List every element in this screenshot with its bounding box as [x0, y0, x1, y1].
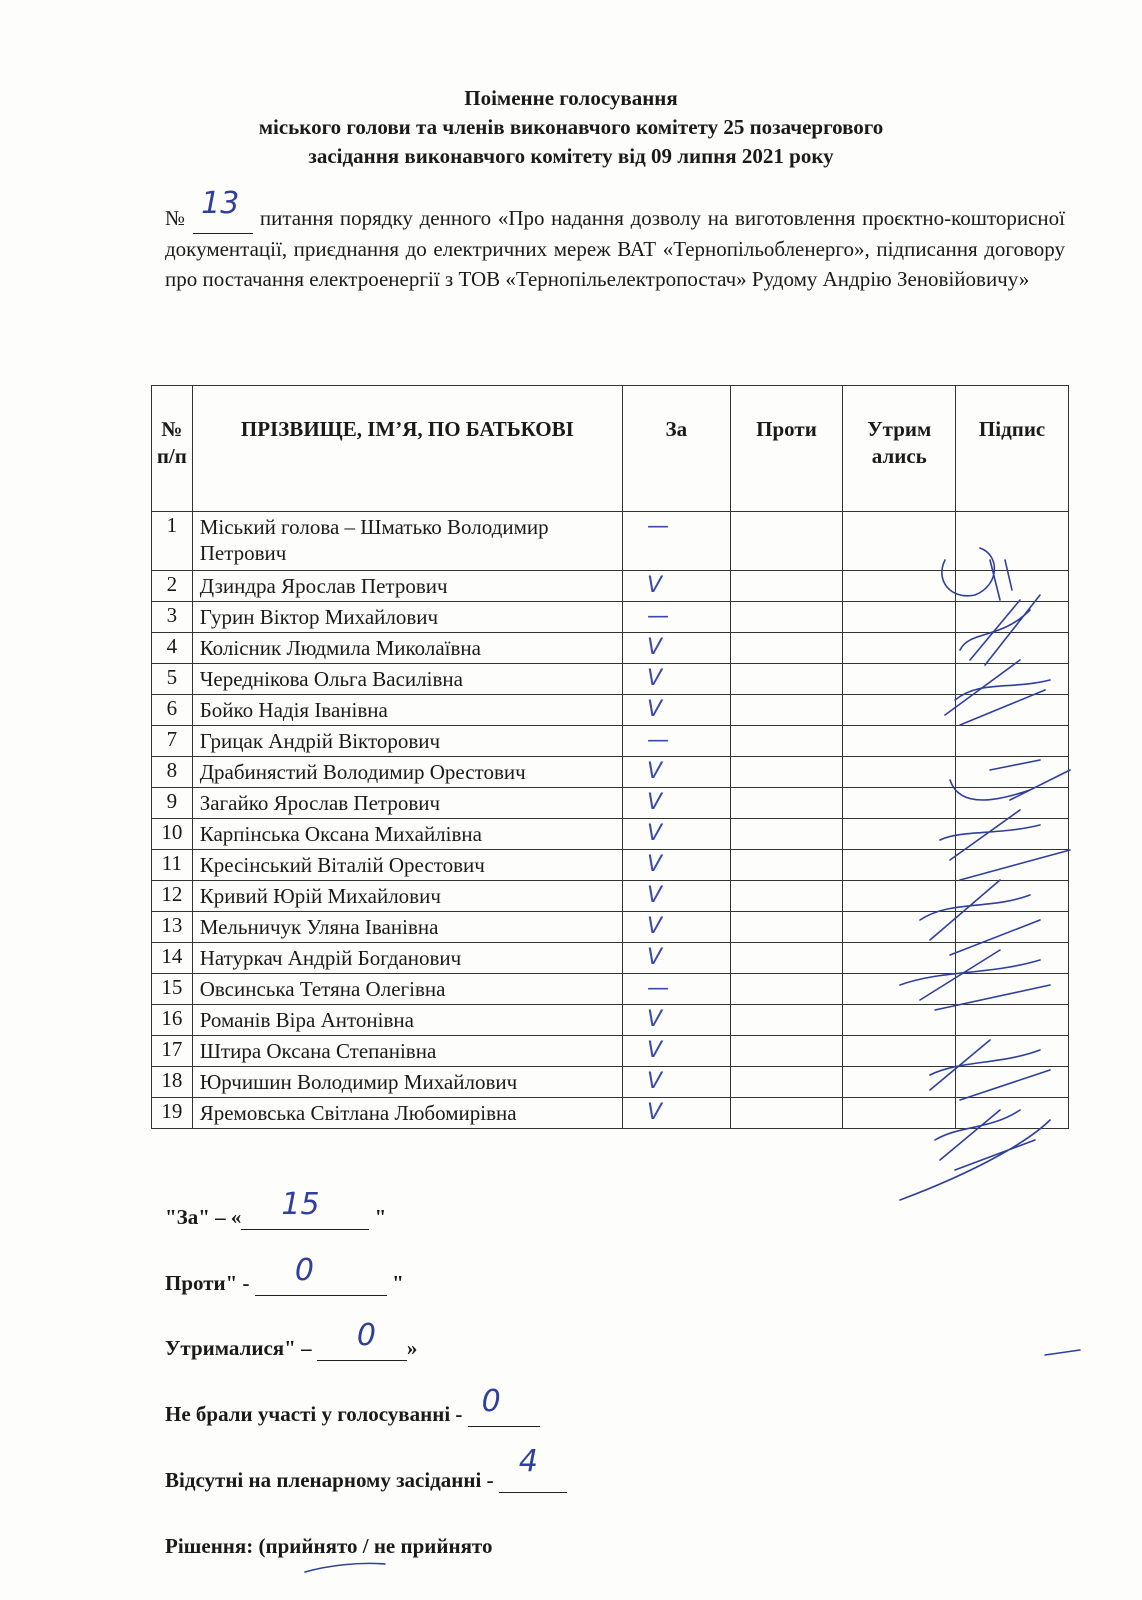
signature-6: [920, 880, 1040, 955]
member-name: Яремовська Світлана Любомирівна: [192, 1098, 622, 1129]
title-line-3: засідання виконавчого комітету від 09 липня 2021 року: [308, 144, 834, 168]
vote-for-mark: V: [623, 757, 731, 788]
vote-for-mark: V: [623, 633, 731, 664]
signature-9: [900, 1110, 1050, 1200]
member-name: Череднікова Ольга Василівна: [192, 664, 622, 695]
row-number: 1: [152, 512, 193, 571]
vote-for-mark: —: [623, 512, 731, 571]
member-name: Дзиндра Ярослав Петрович: [192, 571, 622, 602]
row-number: 2: [152, 571, 193, 602]
row-number: 14: [152, 943, 193, 974]
total-abstained-end: »: [406, 1336, 418, 1360]
row-number: 3: [152, 602, 193, 633]
member-name: Овсинська Тетяна Олегівна: [192, 974, 622, 1005]
row-number: 18: [152, 1067, 193, 1098]
vote-for-mark: V: [623, 943, 731, 974]
title-line-1: Поіменне голосування: [464, 86, 678, 110]
vote-for-mark: V: [623, 1067, 731, 1098]
total-for-end: ": [369, 1205, 387, 1229]
vote-for-mark: V: [623, 912, 731, 943]
total-for-value: 15: [281, 1187, 320, 1222]
col-signature-header: Підпис: [956, 386, 1069, 512]
row-number: 11: [152, 850, 193, 881]
vote-for-mark: —: [623, 974, 731, 1005]
col-abstain-header: Утрим ались: [843, 386, 956, 512]
col-number-header: № п/п: [152, 386, 193, 512]
member-name: Романів Віра Антонівна: [192, 1005, 622, 1036]
member-name: Міський голова – Шматько Володимир Петрович: [192, 512, 622, 571]
row-number: 15: [152, 974, 193, 1005]
member-name: Бойко Надія Іванівна: [192, 695, 622, 726]
row-number: 6: [152, 695, 193, 726]
question-text: питання порядку денного «Про надання дозволу на виготовлення проєктно-кошторисної документації, приєднання до електричних мереж ВАТ «Тернопільобленерго», підписання договору про постачання електроенергії з ТОВ «Тернопільелектропостач» Рудому Андрію Зеновійовичу»: [165, 206, 1065, 291]
row-number: 16: [152, 1005, 193, 1036]
signature-2: [960, 595, 1040, 665]
row-number: 19: [152, 1098, 193, 1129]
total-abstained-label: Утрималися" –: [165, 1336, 317, 1360]
signature-1: [942, 548, 1012, 600]
member-name: Карпінська Оксана Михайлівна: [192, 819, 622, 850]
total-abstained-value: 0: [356, 1318, 376, 1353]
total-against-end: ": [386, 1271, 404, 1295]
vote-for-mark: —: [623, 726, 731, 757]
row-number: 12: [152, 881, 193, 912]
member-name: Драбинястий Володимир Орестович: [192, 757, 622, 788]
total-for-label: "За" – «: [165, 1205, 242, 1229]
title-line-2: міського голови та членів виконавчого комітету 25 позачергового: [258, 115, 884, 139]
signature-4: [950, 760, 1070, 800]
row-number: 8: [152, 757, 193, 788]
member-name: Загайко Ярослав Петрович: [192, 788, 622, 819]
member-name: Колісник Людмила Миколаївна: [192, 633, 622, 664]
row-number: 10: [152, 819, 193, 850]
col-against-header: Проти: [730, 386, 843, 512]
total-against-label: Проти" -: [165, 1271, 255, 1295]
member-name: Кресінський Віталій Орестович: [192, 850, 622, 881]
row-number: 13: [152, 912, 193, 943]
row-number: 17: [152, 1036, 193, 1067]
vote-for-mark: V: [623, 571, 731, 602]
vote-for-mark: V: [623, 881, 731, 912]
handwritten-question-number: 13: [201, 186, 240, 221]
vote-for-mark: V: [623, 664, 731, 695]
row-number: 4: [152, 633, 193, 664]
member-name: Грицак Андрій Вікторович: [192, 726, 622, 757]
row-number: 9: [152, 788, 193, 819]
total-not-voting-value: 0: [481, 1384, 501, 1419]
decision-label: Рішення: (прийнято / не прийнято: [165, 1534, 493, 1558]
number-sign: №: [165, 206, 187, 230]
member-name: Мельничук Уляна Іванівна: [192, 912, 622, 943]
vote-for-mark: V: [623, 1005, 731, 1036]
row-number: 7: [152, 726, 193, 757]
total-absent-value: 4: [518, 1444, 538, 1479]
member-name: Кривий Юрій Михайлович: [192, 881, 622, 912]
vote-for-mark: V: [623, 850, 731, 881]
vote-for-mark: V: [623, 1036, 731, 1067]
total-not-voting-label: Не брали участі у голосуванні -: [165, 1402, 468, 1426]
vote-for-mark: V: [623, 1098, 731, 1129]
decision-underline: [305, 1563, 385, 1572]
signature-5: [940, 810, 1070, 880]
col-name-header: ПРІЗВИЩЕ, ІМ’Я, ПО БАТЬКОВІ: [192, 386, 622, 512]
total-against-value: 0: [294, 1253, 314, 1288]
signature-8: [930, 1040, 1050, 1100]
member-name: Штира Оксана Степанівна: [192, 1036, 622, 1067]
vote-for-mark: V: [623, 819, 731, 850]
member-name: Гурин Віктор Михайлович: [192, 602, 622, 633]
col-for-header: За: [623, 386, 731, 512]
stray-mark: [1045, 1350, 1080, 1355]
vote-for-mark: V: [623, 788, 731, 819]
vote-for-mark: —: [623, 602, 731, 633]
member-name: Натуркач Андрій Богданович: [192, 943, 622, 974]
total-absent-label: Відсутні на пленарному засіданні -: [165, 1468, 499, 1492]
member-name: Юрчишин Володимир Михайлович: [192, 1067, 622, 1098]
signature-3: [945, 660, 1050, 725]
signature-7: [900, 950, 1050, 1010]
row-number: 5: [152, 664, 193, 695]
vote-for-mark: V: [623, 695, 731, 726]
